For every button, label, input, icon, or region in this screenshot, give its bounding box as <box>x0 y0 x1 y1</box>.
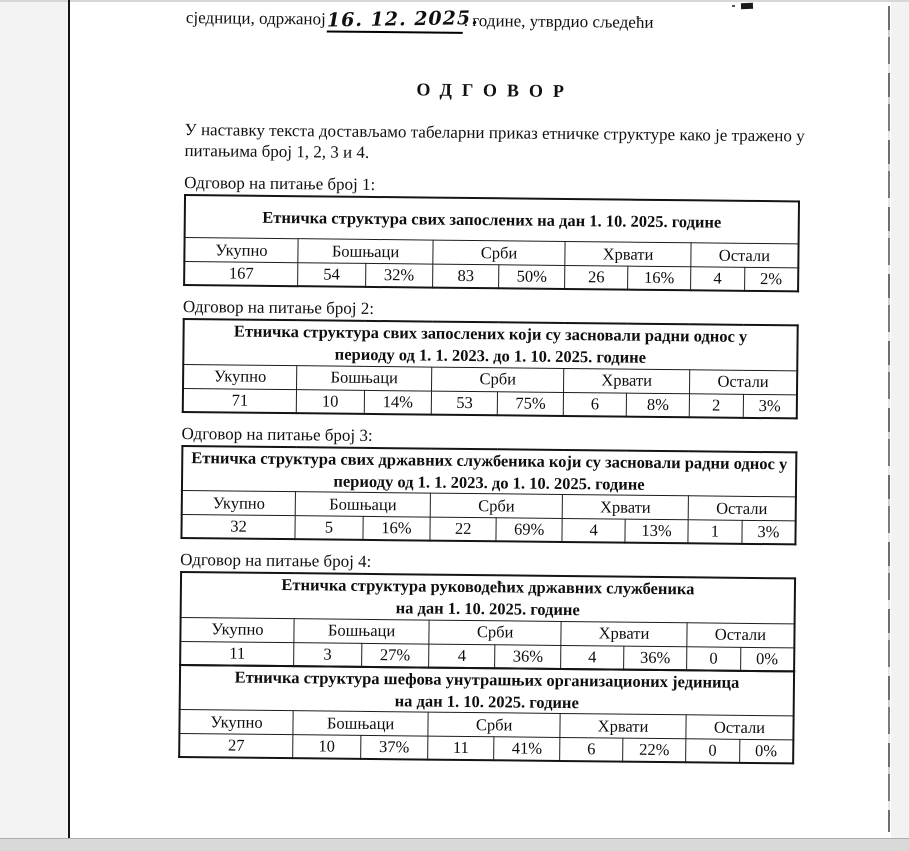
cell-serbs-count: 83 <box>433 264 499 288</box>
col-header-croats: Хрвати <box>560 714 686 739</box>
table-title: Етничка структура свих запослених на дан 1. 10. 2025. године <box>185 195 799 245</box>
paragraph-line: питањима број 1, 2, 3 и 4. <box>184 141 370 163</box>
intro-paragraph <box>184 119 804 168</box>
answer-label-q4: Одговор на питање број 4: <box>180 550 372 572</box>
col-header-others: Остали <box>686 715 794 740</box>
cell-croats-pct: 16% <box>628 266 691 290</box>
cell-others-count: 4 <box>691 267 745 291</box>
cell-others-pct: 2% <box>744 268 798 292</box>
cell-croats-count: 6 <box>563 392 626 416</box>
col-header-others: Остали <box>689 370 797 395</box>
cell-croats-pct: 36% <box>624 646 687 670</box>
col-header-serbs: Срби <box>433 240 565 265</box>
page-left-border-line <box>68 0 70 838</box>
document-page <box>178 8 806 765</box>
cell-bosniaks-pct: 14% <box>364 390 432 414</box>
cell-others-pct: 0% <box>739 740 793 764</box>
cell-serbs-pct: 69% <box>496 518 562 542</box>
col-header-total: Укупно <box>182 491 296 516</box>
col-header-croats: Хрвати <box>561 621 687 646</box>
scan-smudge-icon <box>741 3 753 9</box>
answer-label-q3: Одговор на питање број 3: <box>181 423 373 445</box>
col-header-bosniaks: Бошњаци <box>294 619 429 644</box>
cell-others-pct: 0% <box>740 647 794 671</box>
cell-serbs-pct: 75% <box>497 392 563 416</box>
cell-bosniaks-count: 54 <box>298 263 366 287</box>
col-header-croats: Хрвати <box>562 495 688 520</box>
col-header-others: Остали <box>687 623 795 648</box>
cell-serbs-pct: 41% <box>494 737 560 761</box>
col-header-others: Остали <box>691 243 799 268</box>
col-header-serbs: Срби <box>430 493 562 518</box>
intro-prefix: сједници, одржаној <box>185 8 326 29</box>
ethnic-table-q1 <box>183 193 800 292</box>
cell-others-pct: 3% <box>743 394 797 418</box>
cell-croats-pct: 13% <box>625 519 688 543</box>
cell-bosniaks-pct: 32% <box>365 264 433 288</box>
col-header-bosniaks: Бошњаци <box>297 365 432 390</box>
cell-bosniaks-count: 5 <box>295 516 363 540</box>
cell-total: 71 <box>183 388 297 413</box>
cell-croats-count: 4 <box>561 645 624 669</box>
cell-others-count: 0 <box>686 739 740 763</box>
intro-suffix: . године, утврдио сљедећи <box>463 10 654 32</box>
ethnic-table-q4-managers <box>179 571 796 672</box>
response-heading: ОДГОВОР <box>416 79 575 102</box>
col-header-total: Укупно <box>179 710 293 735</box>
cell-others-count: 2 <box>689 394 743 418</box>
cell-total: 32 <box>181 515 295 540</box>
cell-serbs-count: 53 <box>431 391 497 415</box>
col-header-bosniaks: Бошњаци <box>295 492 430 517</box>
horizontal-scrollbar[interactable] <box>0 838 909 851</box>
col-header-others: Остали <box>688 496 796 521</box>
col-header-total: Укупно <box>184 238 298 263</box>
left-margin-area <box>0 2 68 838</box>
answer-section-q1 <box>183 172 804 292</box>
cell-bosniaks-count: 10 <box>296 389 364 413</box>
col-header-croats: Хрвати <box>564 368 690 393</box>
cell-bosniaks-count: 10 <box>293 735 361 759</box>
col-header-croats: Хрвати <box>565 242 691 267</box>
cell-total: 167 <box>184 262 298 287</box>
cell-croats-count: 26 <box>565 266 628 290</box>
cell-croats-pct: 22% <box>623 739 686 763</box>
ethnic-table-q2 <box>182 318 799 419</box>
cell-croats-count: 4 <box>562 519 625 543</box>
handwritten-date: 16. 12. 2025. <box>326 7 479 32</box>
answer-label-q1: Одговор на питање број 1: <box>184 172 376 194</box>
answer-section-q3 <box>180 424 801 546</box>
page-right-border-line <box>888 6 890 832</box>
top-edge-line <box>0 0 909 2</box>
cell-serbs-count: 22 <box>430 517 496 541</box>
ethnic-table-q4-unit-chiefs <box>178 664 795 765</box>
cell-serbs-count: 11 <box>428 736 494 760</box>
table-title: Етничка структура руководећих државних службеника на дан 1. 10. 2025. године <box>181 572 795 623</box>
cell-bosniaks-pct: 37% <box>360 736 428 760</box>
col-header-serbs: Срби <box>428 712 560 737</box>
col-header-bosniaks: Бошњаци <box>298 239 433 264</box>
cell-others-count: 1 <box>688 520 742 544</box>
answer-label-q2: Одговор на питање број 2: <box>182 297 375 319</box>
cell-others-count: 0 <box>687 647 741 671</box>
cell-bosniaks-pct: 27% <box>361 643 429 667</box>
col-header-serbs: Срби <box>432 367 564 392</box>
paragraph-line: У наставку текста достављамо табеларни приказ етничке структуре како је тражено у <box>184 119 805 146</box>
table-title: Етничка структура свих државних службеника који су засновали радни однос у периоду од 1. 1. 2023. до 1. 10. 2025. године <box>182 446 796 497</box>
cell-croats-count: 6 <box>560 738 623 762</box>
date-underline <box>326 7 479 33</box>
col-header-serbs: Срби <box>429 620 561 645</box>
scan-smudge-icon <box>732 5 735 7</box>
answer-section-q4 <box>178 550 800 765</box>
right-margin-area <box>891 2 909 838</box>
cell-others-pct: 3% <box>742 521 796 545</box>
cell-croats-pct: 8% <box>626 393 689 417</box>
ethnic-table-q3 <box>180 445 797 546</box>
cell-bosniaks-pct: 16% <box>363 517 431 541</box>
cell-serbs-pct: 36% <box>495 645 561 669</box>
cell-serbs-pct: 50% <box>499 265 565 289</box>
table-title: Етничка структура шефова унутрашњих организационих јединица на дан 1. 10. 2025. године <box>180 665 794 716</box>
cell-bosniaks-count: 3 <box>294 643 362 667</box>
cell-serbs-count: 4 <box>429 644 495 668</box>
intro-line <box>186 8 806 37</box>
col-header-total: Укупно <box>180 617 294 642</box>
cell-total: 11 <box>180 641 294 666</box>
cell-total: 27 <box>179 734 293 759</box>
col-header-total: Укупно <box>183 364 297 389</box>
table-title: Етничка структура свих запослених који су засновали радни однос у периоду од 1. 1. 2023. до 1. 10. 2025. године <box>183 319 797 370</box>
col-header-bosniaks: Бошњаци <box>293 711 428 736</box>
answer-section-q2 <box>182 297 803 419</box>
